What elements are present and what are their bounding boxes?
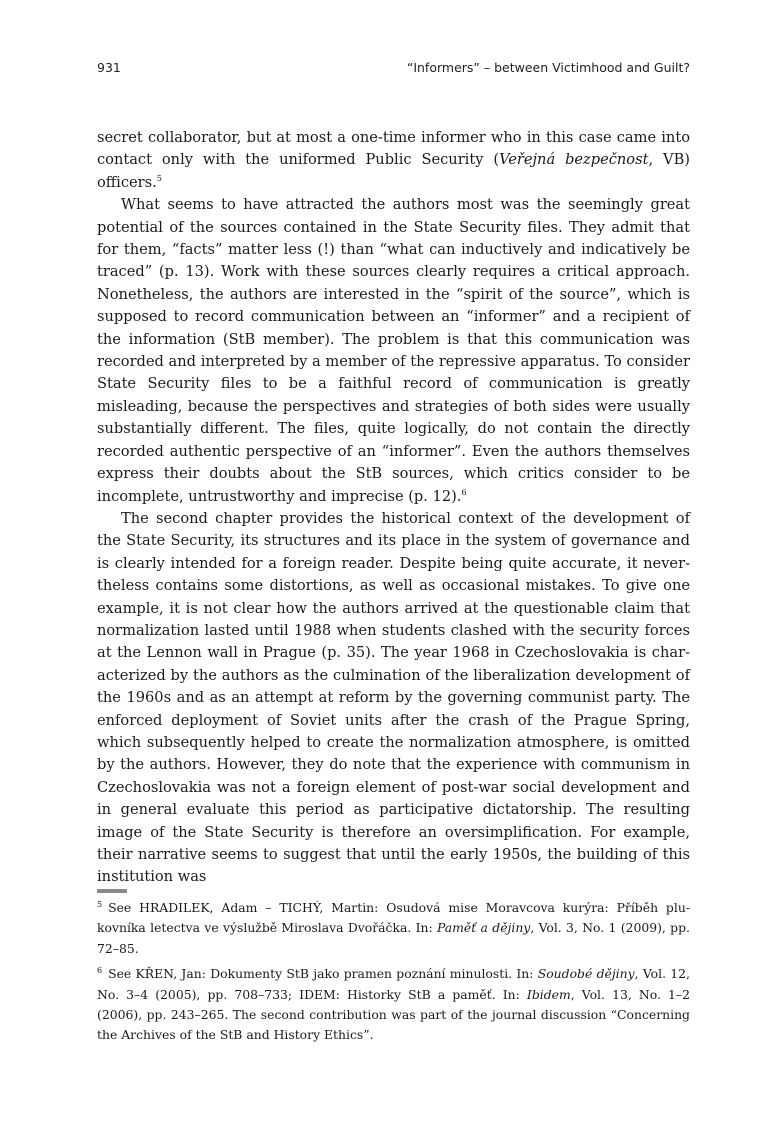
footnote-5 [97, 898, 690, 959]
paragraph-1 [97, 127, 690, 194]
footnotes [97, 898, 690, 1051]
footnote-ref-6: 6 [461, 487, 467, 497]
paragraph-3 [97, 508, 690, 889]
footnote-6-italic-a: Soudobé dějiny [537, 966, 635, 982]
page-number: 931 [97, 60, 121, 75]
paragraph-3-text: The second chapter provides the historical context of the development of the State Security, its structures and its place in the system of governance and is clearly intended for a foreign reader. Despite being quite accurate, it nevertheless contains some distortions, as well as occasional mistakes. To give one example, it is not clear how the authors arrived at the questionable claim that normalization lasted until 1988 when students clashed with the security forces at the Lennon wall in Prague (p. 35). The year 1968 in Czechoslovakia is characterized by the authors as the culmination of the liberalization development of the 1960s and as an attempt at reform by the governing communist party. The enforced deployment of Soviet units after the crash of the Prague Spring, which subsequently helped to create the normalization atmosphere, is omitted by the authors. However, they do note that the experience with communism in Czechoslovakia was not a foreign element of post-war social development and in general evaluate this period as participative dictatorship. The resulting image of the State Security is therefore an oversimplification. For example, their narrative seems to suggest that until the early 1950s, the building of this institution was [97, 509, 690, 886]
footnote-divider [97, 889, 127, 893]
running-title: “Informers” – between Victimhood and Guilt? [406, 60, 690, 75]
main-text [97, 127, 690, 889]
paragraph-1-text-a: secret collaborator, but at most a one-time informer who in this case came into contact only with the uniformed Public Security ( [97, 129, 690, 169]
footnote-5-text-a: See HRADILEK, Adam – TICHÝ, Martin: Osudová mise Moravcova kurýra: Příběh plukovníka letectva ve výslužbě Miroslava Dvořáčka. In: [97, 900, 690, 936]
footnote-6-text-a: See KŘEN, Jan: Dokumenty StB jako pramen poznání minulosti. In: [108, 966, 538, 982]
running-header [97, 60, 690, 80]
paragraph-1-italic: Veřejná bezpečnost [499, 151, 649, 169]
footnote-5-text-b: , Vol. 3, No. 1 (2009), pp. 72–85. [97, 920, 690, 956]
footnote-6-text-c: , Vol. 13, No. 1–2 (2006), pp. 243–265. The second contribution was part of the journal discussion “Concerning the Archives of the StB and History Ethics”. [97, 986, 690, 1043]
footnote-6-text-b: , Vol. 12, No. 3–4 (2005), pp. 708–733; IDEM: Historky StB a paměť. In: [97, 966, 690, 1002]
footnote-5-number: 5 [97, 899, 103, 909]
footnote-6 [97, 964, 690, 1046]
footnote-ref-5: 5 [156, 173, 162, 183]
footnote-6-italic-b: Ibidem [526, 986, 571, 1002]
paragraph-1-text-b: , VB) officers. [97, 151, 690, 191]
footnote-6-number: 6 [97, 966, 103, 976]
paragraph-2 [97, 194, 690, 508]
footnote-5-italic: Paměť a dějiny [437, 920, 531, 936]
paragraph-2-text: What seems to have attracted the authors most was the seemingly great potential of the sources contained in the State Security files. They admit that for them, “facts” matter less (!) than “what can inductively and indicatively be traced” (p. 13). Work with these sources clearly requires a critical approach. Nonetheless, the authors are interested in the “spirit of the source”, which is supposed to record communication between an “informer” and a recipient of the information (StB member). The problem is that this communication was recorded and interpreted by a member of the repressive apparatus. To consider State Security files to be a faithful record of communication is greatly misleading, because the perspectives and strategies of both sides were usually substantially different. The files, quite logically, do not contain the directly recorded authentic perspective of an “informer”. Even the authors themselves express their doubts about the StB sources, which critics consider to be incomplete, untrustworthy and imprecise (p. 12). [97, 196, 690, 505]
